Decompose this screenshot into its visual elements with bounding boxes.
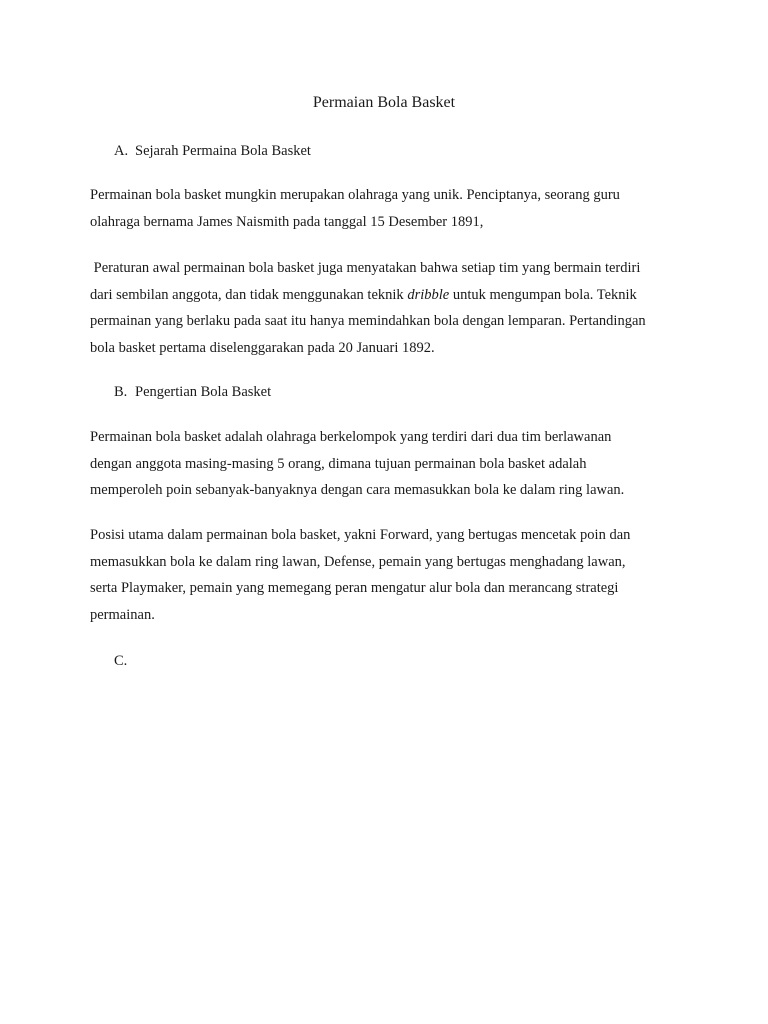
section-b-marker: B. [114, 384, 128, 400]
paragraph-line: dengan anggota masing-masing 5 orang, dimana tujuan permainan bola basket adalah [90, 455, 587, 472]
paragraph-line-with-emphasis [90, 282, 680, 309]
text-run: dari sembilan anggota, dan tidak menggunakan teknik [90, 286, 408, 303]
section-a-heading-text: Sejarah Permaina Bola Basket [135, 143, 311, 159]
section-c-marker: C. [114, 653, 128, 669]
paragraph-line: memperoleh poin sebanyak-banyaknya dengan cara memasukkan bola ke dalam ring lawan. [90, 482, 625, 499]
paragraph-line: Permainan bola basket adalah olahraga berkelompok yang terdiri dari dua tim berlawanan [90, 429, 612, 445]
document-title: Permaian Bola Basket [312, 94, 456, 111]
paragraph-positions [90, 522, 680, 628]
paragraph-line: permainan yang berlaku pada saat itu hanya memindahkan bola dengan lemparan. Pertandingan [90, 313, 646, 330]
paragraph-definition [90, 424, 680, 504]
paragraph-line: bola basket pertama diselenggarakan pada 20 Januari 1892. [90, 339, 435, 356]
section-b-heading-text: Pengertian Bola Basket [135, 384, 272, 400]
paragraph-line: Permainan bola basket mungkin merupakan olahraga yang unik. Penciptanya, seorang guru [90, 187, 620, 203]
dribble-emphasis: dribble [407, 286, 450, 303]
paragraph-line: memasukkan bola ke dalam ring lawan, Defense, pemain yang bertugas menghadang lawan, [90, 553, 626, 570]
paragraph-line: Peraturan awal permainan bola basket juga menyatakan bahwa setiap tim yang bermain terdiri [90, 260, 641, 276]
section-a-marker: A. [114, 143, 129, 159]
paragraph-line: permainan. [90, 606, 155, 623]
paragraph-line: olahraga bernama James Naismith pada tanggal 15 Desember 1891, [90, 213, 484, 230]
paragraph-history-intro [90, 182, 680, 235]
text-run: untuk mengumpan bola. Teknik [449, 286, 637, 303]
section-a-heading [114, 141, 311, 161]
paragraph-line: serta Playmaker, pemain yang memegang peran mengatur alur bola dan merancang strategi [90, 580, 619, 597]
paragraph-line: Posisi utama dalam permainan bola basket, yakni Forward, yang bertugas mencetak poin dan [90, 527, 631, 543]
section-b-heading [114, 382, 271, 402]
paragraph-history-rules [90, 255, 680, 361]
section-c-heading [114, 651, 135, 671]
